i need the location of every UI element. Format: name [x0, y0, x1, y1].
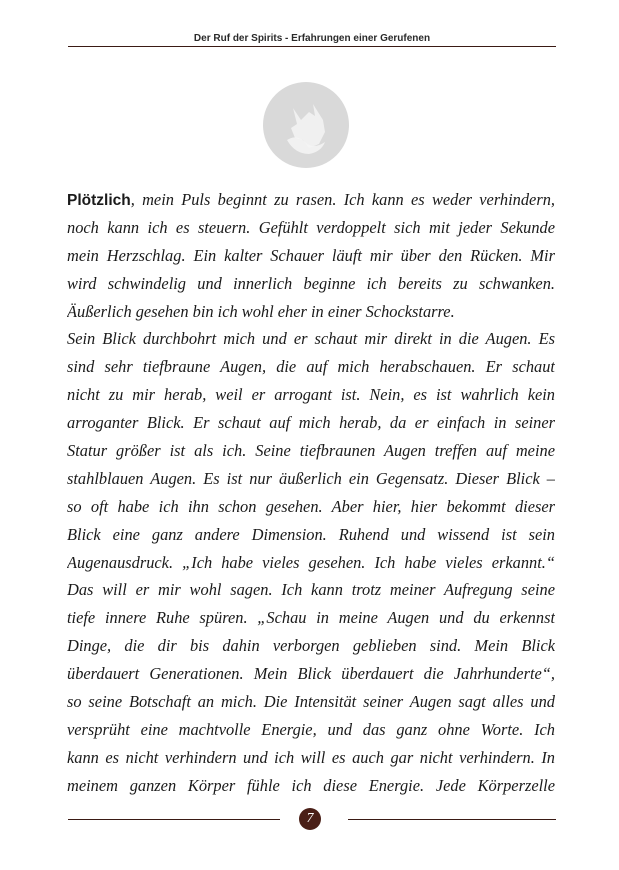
text-line: so oft habe ich ihn schon gesehen. Aber hier, hier bekommt dieser [67, 496, 555, 516]
text-line: wird schwindelig und innerlich beginne ich bereits zu schwanken. [67, 273, 555, 293]
text-line: noch kann ich es steuern. Gefühlt verdoppelt sich mit jeder Sekunde [67, 217, 555, 237]
footer-rule-right [348, 819, 556, 820]
text-line-1 [67, 186, 555, 214]
footer-rule-left [68, 819, 280, 820]
text-line: Blick eine ganz andere Dimension. Ruhend und wissend ist sein [67, 524, 555, 544]
running-header: Der Ruf der Spirits - Erfahrungen einer Gerufenen [193, 33, 431, 44]
text-line: überdauert Generationen. Mein Blick überdauert die Jahrhunderte“, [67, 664, 555, 684]
wolf-head-icon [263, 82, 349, 168]
text-line: Sein Blick durchbohrt mich und er schaut mir direkt in die Augen. Es [67, 329, 555, 349]
header-rule [68, 46, 556, 47]
body-text [67, 186, 555, 800]
text-line: Augenausdruck. „Ich habe vieles gesehen. Ich habe vieles erkannt.“ [67, 552, 555, 572]
text-line: kann es nicht verhindern und ich will es auch gar nicht verhindern. In [67, 747, 555, 767]
text-line: mein Herzschlag. Ein kalter Schauer läuft mir über den Rücken. Mir [67, 245, 555, 265]
lead-word: Plötzlich [67, 192, 131, 209]
text-line: meinem ganzen Körper fühle ich diese Energie. Jede Körperzelle [67, 775, 555, 795]
text-line: tiefe innere Ruhe spüren. „Schau in meine Augen und du erkennst [67, 608, 555, 628]
page-number-badge: 7 [299, 808, 321, 830]
emblem-graphic [263, 82, 349, 168]
text-line: Das will er mir wohl sagen. Ich kann trotz meiner Aufregung seine [67, 580, 555, 600]
text-line: Dinge, die dir bis dahin verborgen geblieben sind. Mein Blick [67, 636, 555, 656]
text-line: nicht zu mir herab, weil er arrogant ist. Nein, es ist wahrlich kein [67, 385, 555, 405]
text-line: arroganter Blick. Er schaut auf mich herab, da er einfach in seiner [67, 413, 555, 433]
text-line: stahlblauen Augen. Es ist nur äußerlich ein Gegensatz. Dieser Blick – [67, 468, 555, 488]
first-line-rest: , mein Puls beginnt zu rasen. Ich kann es weder verhindern, [130, 190, 555, 209]
text-line: versprüht eine machtvolle Energie, und das ganz ohne Worte. Ich [67, 719, 555, 739]
text-line: sind sehr tiefbraune Augen, die auf mich herabschauen. Er schaut [67, 357, 555, 377]
text-line: Äußerlich gesehen bin ich wohl eher in einer Schockstarre. [67, 301, 455, 321]
text-line: so seine Botschaft an mich. Die Intensität seiner Augen sagt alles und [67, 692, 555, 712]
text-line: Statur größer ist als ich. Seine tiefbraunen Augen treffen auf meine [67, 441, 555, 461]
